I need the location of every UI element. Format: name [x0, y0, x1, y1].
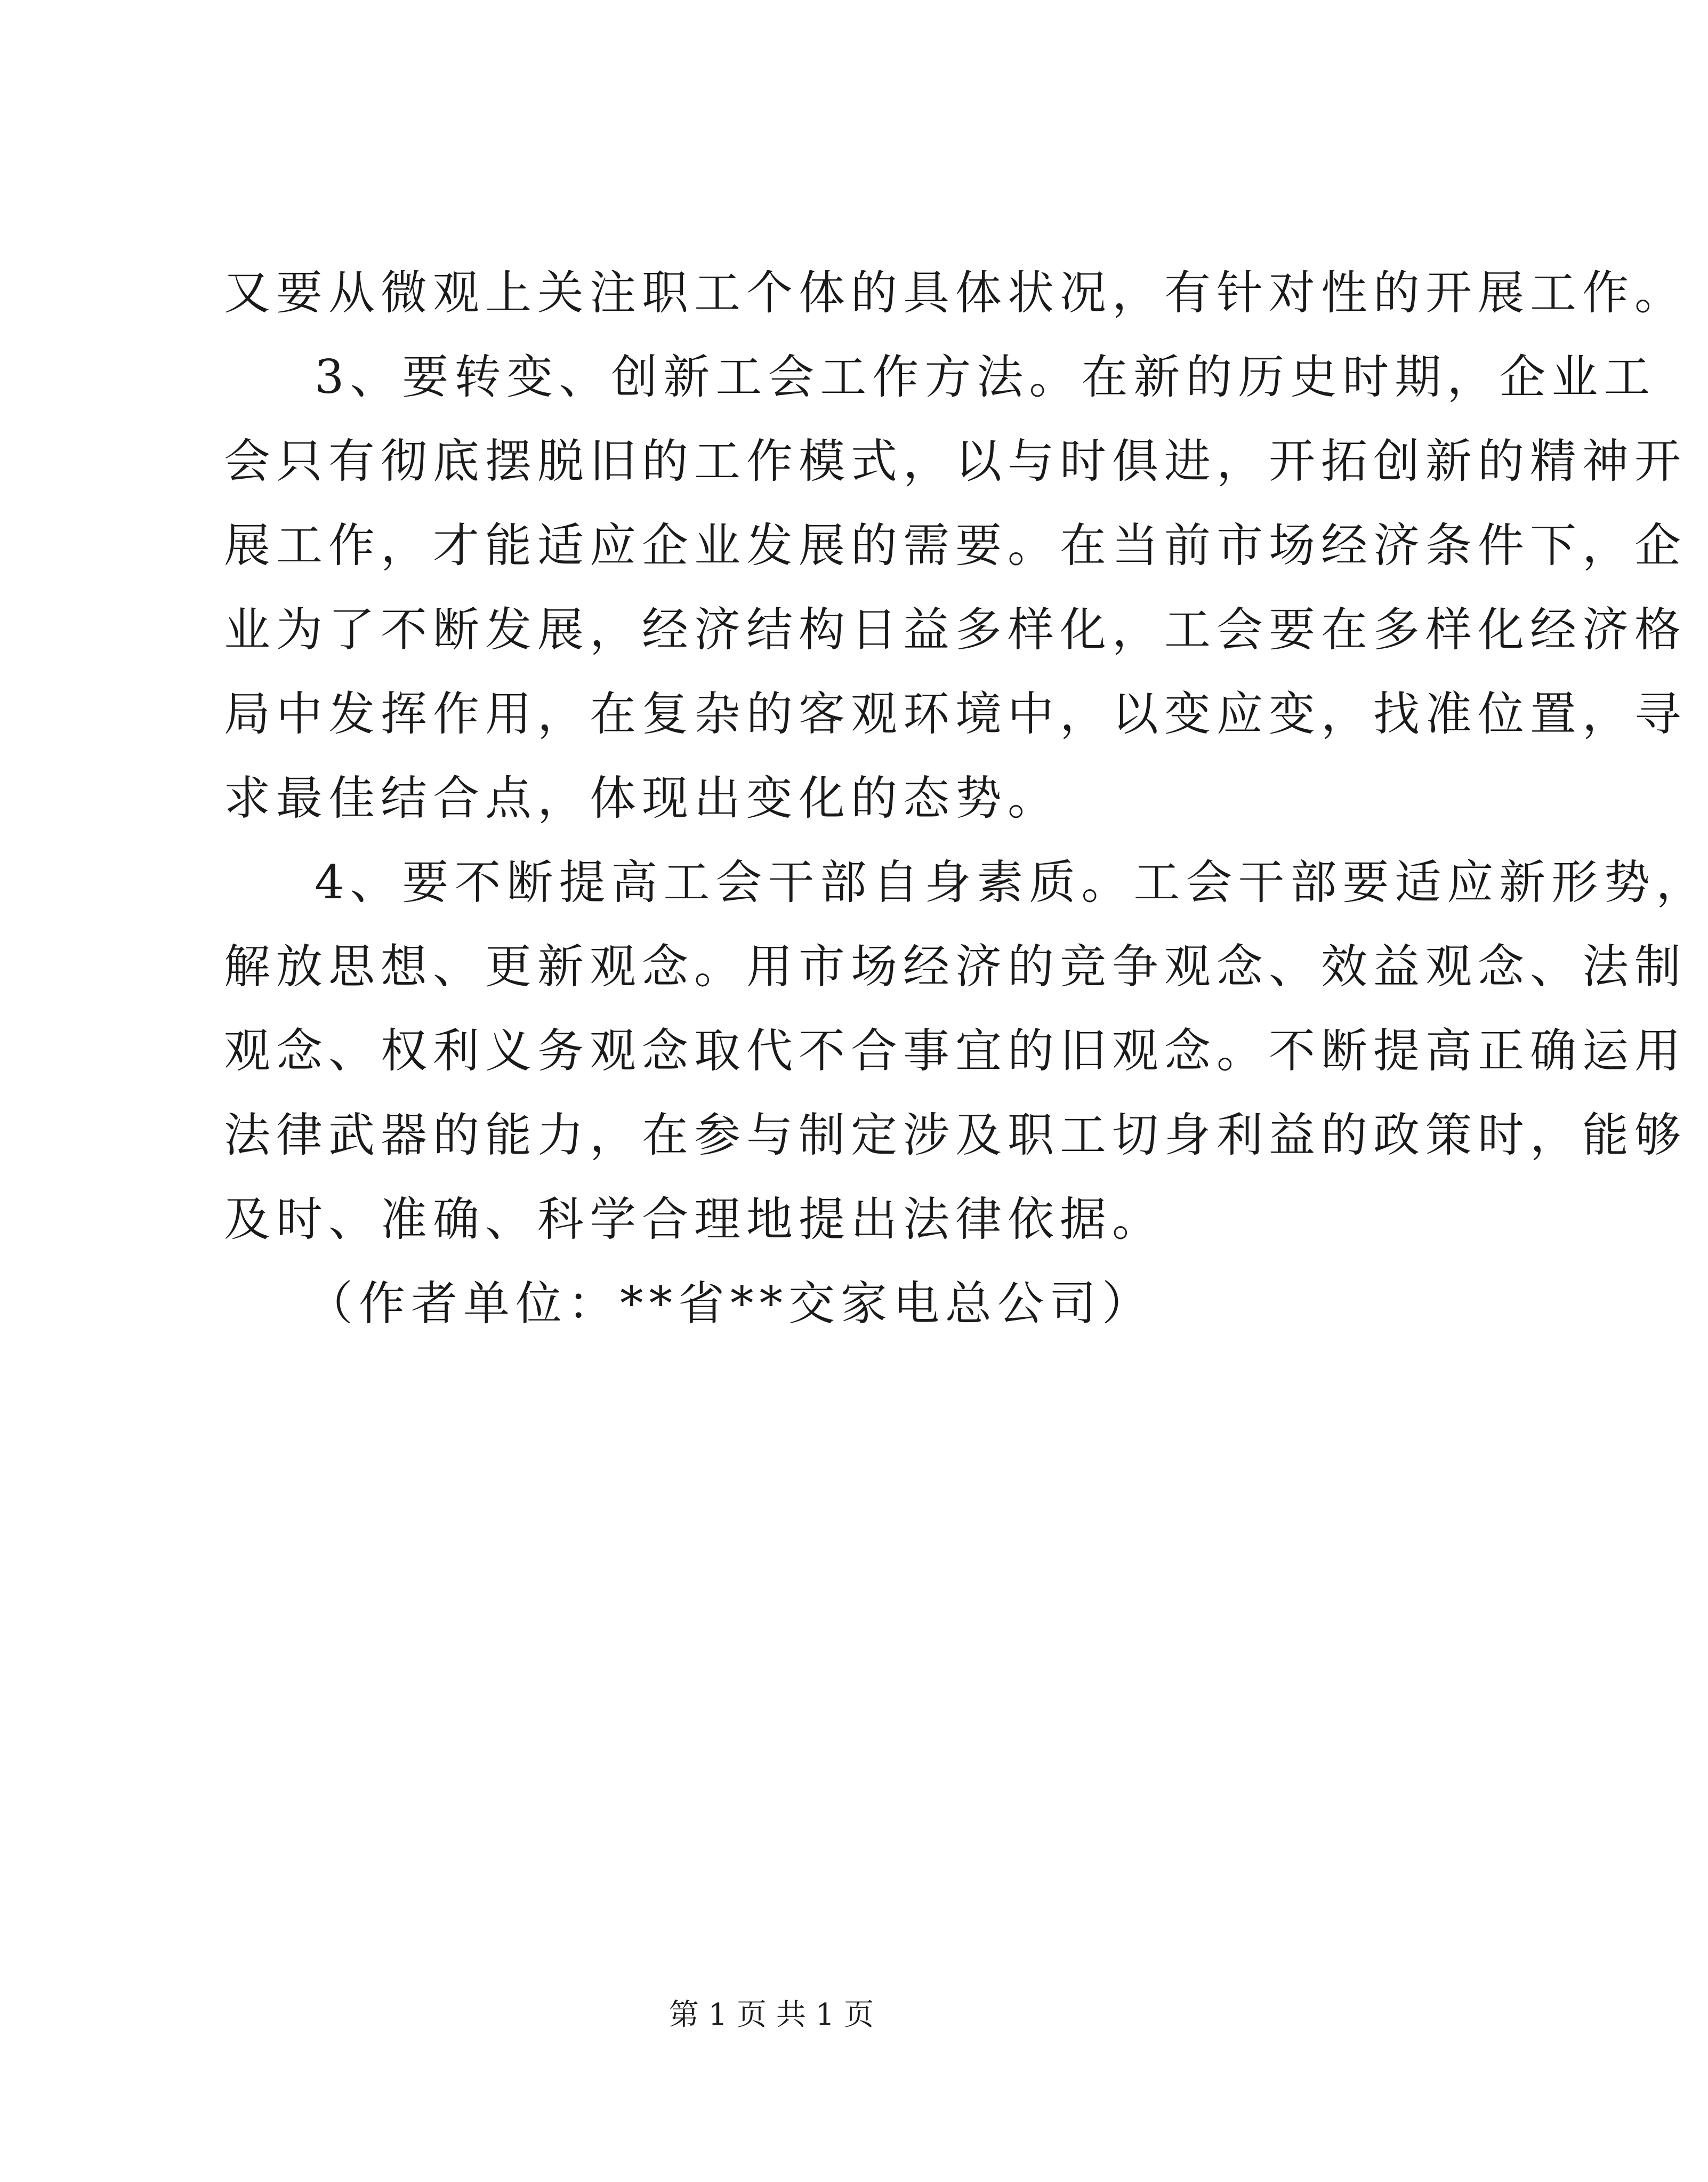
paragraph-line: 展工作，才能适应企业发展的需要。在当前市场经济条件下，企	[224, 518, 1687, 573]
document-body	[224, 251, 1708, 1346]
paragraph-line: 又要从微观上关注职工个体的具体状况，有针对性的开展工作。	[224, 265, 1687, 320]
paragraph-line: 法律武器的能力，在参与制定涉及职工切身利益的政策时，能够	[224, 1108, 1687, 1162]
paragraph-line: 会只有彻底摆脱旧的工作模式，以与时俱进，开拓创新的精神开	[224, 434, 1687, 488]
paragraph-line: 求最佳结合点，体现出变化的态势。	[224, 771, 1060, 825]
paragraph-line: 4、要不断提高工会干部自身素质。工会干部要适应新形势，	[315, 855, 1708, 909]
paragraph-line: 局中发挥作用，在复杂的客观环境中，以变应变，找准位置，寻	[224, 687, 1687, 741]
page-footer: 第 1 页 共 1 页	[668, 1998, 874, 2032]
paragraph-line: 3、要转变、创新工会工作方法。在新的历史时期，企业工	[315, 350, 1656, 404]
paragraph-line: 观念、权利义务观念取代不合事宜的旧观念。不断提高正确运用	[224, 1024, 1687, 1078]
paragraph-line: 解放思想、更新观念。用市场经济的竞争观念、效益观念、法制	[224, 939, 1687, 994]
paragraph-line: 业为了不断发展，经济结构日益多样化，工会要在多样化经济格	[224, 602, 1687, 657]
author-affiliation: （作者单位：**省**交家电总公司）	[307, 1276, 1154, 1331]
paragraph-line: 及时、准确、科学合理地提出法律依据。	[224, 1192, 1164, 1246]
